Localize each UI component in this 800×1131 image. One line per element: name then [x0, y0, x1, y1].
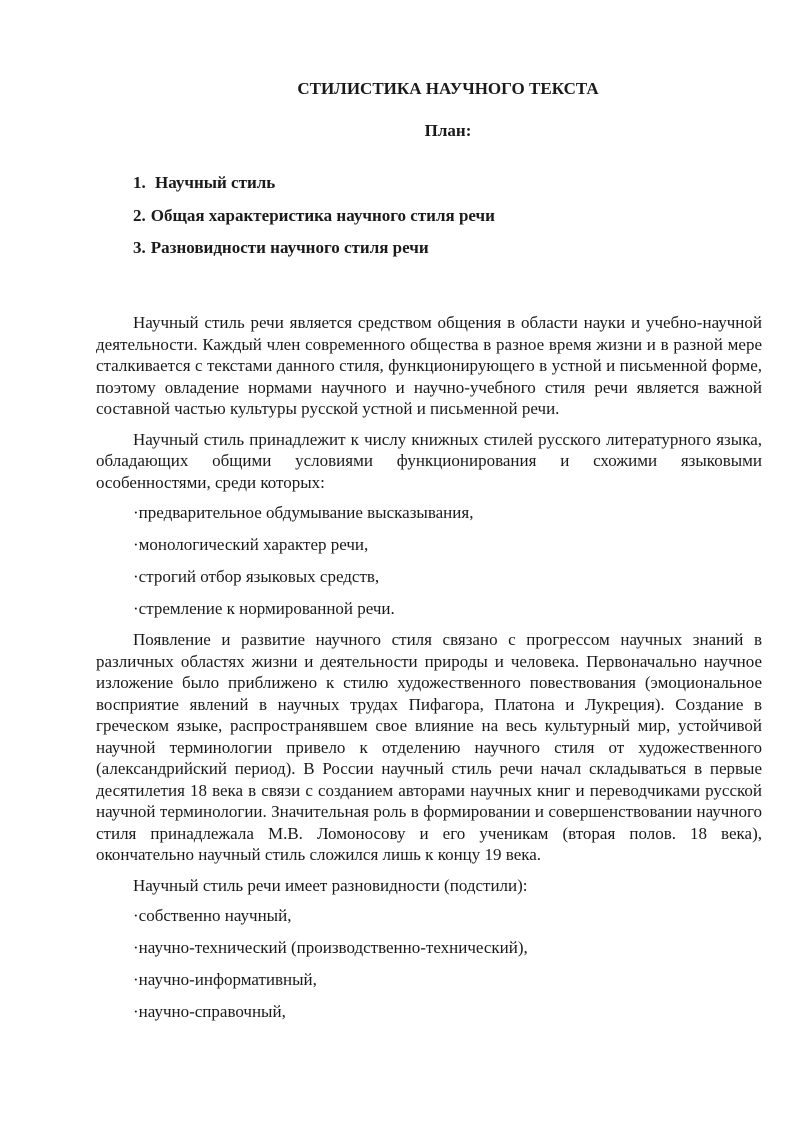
plan-list — [133, 172, 495, 270]
feature-list-item: ·предварительное обдумывание высказывания, — [133, 503, 474, 522]
plan-item-number: 2. — [133, 205, 146, 225]
document-title: СТИЛИСТИКА НАУЧНОГО ТЕКСТА — [297, 79, 599, 98]
plan-item-number: 3. — [133, 238, 146, 257]
feature-list-item: ·стремление к нормированной речи. — [133, 599, 395, 618]
plan-item-text: Научный стиль — [155, 173, 276, 192]
substyle-list-item: ·научно-справочный, — [133, 1002, 286, 1021]
plan-item-text: Разновидности научного стиля речи — [150, 238, 429, 257]
plan-item — [133, 205, 495, 238]
plan-item — [133, 237, 495, 270]
plan-item-number: 1. — [133, 173, 150, 192]
paragraph-intro: Научный стиль речи является средством общения в области науки и учебно-научной деятельности. Каждый член современного общества в разное время жизни и в разной мере сталкивается с текстами данного стиля, функционирующего в устной и письменной форме, поэтому овладение нормами научного и научно-учебного стиля речи является важной составной частью культуры русской устной и письменной речи. — [96, 313, 762, 418]
paragraph-book-styles: Научный стиль принадлежит к числу книжных стилей русского литературного языка, обладающих общими условиями функционирования и схожими языковыми особенностями, среди которых: — [96, 429, 762, 492]
document-body — [96, 312, 762, 1033]
substyle-list-item: ·собственно научный, — [133, 906, 292, 925]
feature-list-item: ·строгий отбор языковых средств, — [133, 567, 380, 586]
substyle-list-item: ·научно-технический (производственно-технический), — [133, 938, 528, 957]
plan-item — [133, 172, 495, 205]
substyle-list-item: ·научно-информативный, — [133, 970, 317, 989]
feature-list-item: ·монологический характер речи, — [133, 535, 369, 554]
plan-heading: План: — [424, 121, 472, 140]
plan-item-text: Общая характеристика научного стиля речи — [150, 205, 495, 225]
paragraph-substyles-intro: Научный стиль речи имеет разновидности (подстили): — [133, 875, 528, 895]
paragraph-history: Появление и развитие научного стиля связано с прогрессом научных знаний в различных областях жизни и деятельности природы и человека. Первоначально научное изложение было приближено к стилю художественного повествования (эмоциональное восприятие явлений в научных трудах Пифагора, Платона и Лукреция). Создание в греческом языке, распространявшем свое влияние на весь культурный мир, устойчивой научной терминологии привело к отделению научного стиля от художественного (александрийский период). В России научный стиль речи начал складываться в первые десятилетия 18 века в связи с созданием авторами научных книг и переводчиками русской научной терминологии. Значительная роль в формировании и совершенствовании научного стиля принадлежала М.В. Ломоносову и его ученикам (вторая полов. 18 века), окончательно научный стиль сложился лишь к концу 19 века. — [96, 630, 762, 864]
